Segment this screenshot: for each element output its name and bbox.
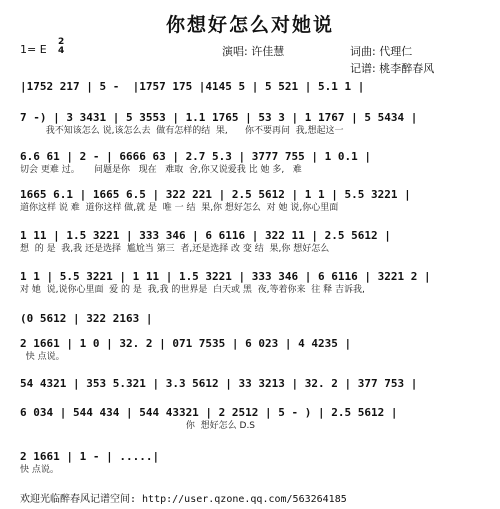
lyric-line: 切会 更难 过。 问题是你 现在 难取 舍,你又说爱我 比 她 多, 难 bbox=[20, 165, 302, 175]
lyric-line bbox=[20, 391, 490, 403]
lyric-line: 想 的 是 我,我 还是选择 尴尬当 第三 者,还是选择 改 变 结 果,你 想好怎么 bbox=[20, 244, 330, 254]
notation-line: |1752 217 | 5 - |1757 175 |4145 5 | 5 521 | 5.1 1 | bbox=[20, 80, 365, 93]
lyric-line: 快 点说。 bbox=[20, 465, 59, 475]
notation-line: 6 034 | 544 434 | 544 43321 | 2 2512 | 5 - ) | 2.5 5612 | bbox=[20, 406, 398, 419]
score-row bbox=[20, 188, 490, 214]
notation-line: 2 1661 | 1 0 | 32. 2 | 071 7535 | 6 023 | 4 4235 | bbox=[20, 337, 352, 350]
lyric-line: 对 她 说,说你心里面 爱 的 是 我,我 的世界是 白天或 黑 夜,等着你来 往 释 吉诉我, bbox=[20, 285, 365, 295]
meter-top: 2 bbox=[58, 37, 65, 47]
singer-credit: 演唱: 许佳慧 bbox=[222, 45, 285, 58]
notation-line: 6.6 61 | 2 - | 6666 63 | 2.7 5.3 | 3777 755 | 1 0.1 | bbox=[20, 150, 371, 163]
notation-line: 1665 6.1 | 1665 6.5 | 322 221 | 2.5 5612 | 1 1 | 5.5 3221 | bbox=[20, 188, 411, 201]
score-row bbox=[20, 270, 490, 296]
meter-bottom: 4 bbox=[58, 46, 65, 56]
lyric-line: 快 点说。 bbox=[20, 352, 65, 362]
score-row bbox=[20, 337, 490, 363]
score-row bbox=[20, 150, 490, 176]
key-signature: 1= E bbox=[20, 43, 47, 56]
composer-credit: 词曲: 代理仁 bbox=[350, 45, 413, 58]
song-title: 你想好怎么对她说 bbox=[165, 14, 334, 36]
lyric-line bbox=[20, 94, 490, 106]
lyric-line: 道你这样 说 难 道你这样 做,就 是 唯 一 结 果,你 想好怎么 对 她 说,你心里面 bbox=[20, 203, 339, 213]
footer-link-text: 欢迎光临醉春风记谱空间: http://user.qzone.qq.com/563264185 bbox=[20, 494, 347, 505]
score-row bbox=[20, 312, 490, 338]
transcriber-credit: 记谱: 桃李醉春风 bbox=[350, 62, 435, 75]
score-row bbox=[20, 80, 490, 106]
time-signature bbox=[58, 38, 64, 56]
score-row bbox=[20, 406, 490, 432]
lyric-line: 你 想好怎么 D.S bbox=[20, 421, 256, 431]
score-row bbox=[20, 377, 490, 403]
score-row bbox=[20, 450, 490, 476]
notation-line: 54 4321 | 353 5.321 | 3.3 5612 | 33 3213 | 32. 2 | 377 753 | bbox=[20, 377, 418, 390]
notation-line: 2 1661 | 1 - | .....| bbox=[20, 450, 160, 463]
lyric-line: 我不知该怎么 说,该怎么去 做有怎样的结 果, 你不要再问 我,想起这一 bbox=[20, 126, 344, 136]
notation-line: 1 11 | 1.5 3221 | 333 346 | 6 6116 | 322 11 | 2.5 5612 | bbox=[20, 229, 391, 242]
notation-line: 7 -) | 3 3431 | 5 3553 | 1.1 1765 | 53 3 | 1 1767 | 5 5434 | bbox=[20, 111, 418, 124]
score-row bbox=[20, 229, 490, 255]
notation-line: (0 5612 | 322 2163 | bbox=[20, 312, 153, 325]
notation-line: 1 1 | 5.5 3221 | 1 11 | 1.5 3221 | 333 346 | 6 6116 | 3221 2 | bbox=[20, 270, 431, 283]
score-row bbox=[20, 111, 490, 137]
